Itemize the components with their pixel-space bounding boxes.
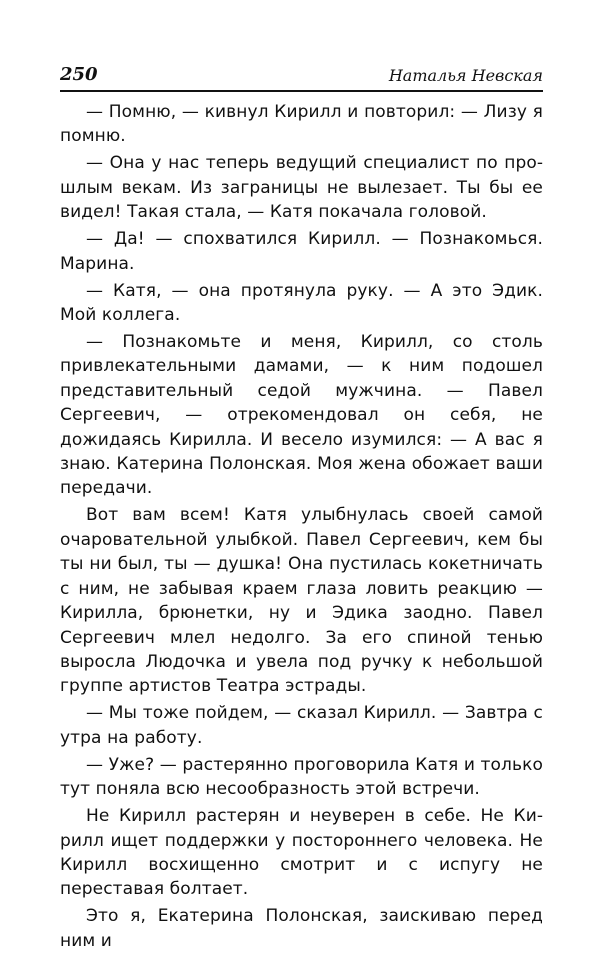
running-head-author: Наталья Невская — [388, 66, 543, 85]
page-number: 250 — [60, 64, 98, 85]
paragraph: Не Кирилл растерян и неуверен в себе. Не Кирилл ищет поддержки у постороннего человека. Не Кирилл восхищенно смотрит и с испугу не переставая болтает. — [60, 806, 543, 900]
paragraph: — Она у нас теперь ведущий специалист по прошлым векам. Из заграницы не вылезает. Ты бы ее видел! Такая стала, — Катя покачала головой. — [60, 153, 543, 223]
paragraph: Это я, Екатерина Полонская, заискиваю перед ним и — [60, 906, 543, 951]
paragraph: — Катя, — она протянула руку. — А это Эдик. Мой коллега. — [60, 280, 543, 326]
paragraph: — Помню, — кивнул Кирилл и повторил: — Лизу я помню. — [60, 102, 543, 147]
paragraph: — Уже? — растерянно проговорила Катя и только тут поняла всю несообразность этой встречи. — [60, 754, 543, 800]
body-text — [60, 100, 543, 953]
paragraph: — Познакомьте и меня, Кирилл, со столь привлекательными дамами, — к ним подошел представительный седой мужчина. — Павел Сергеевич, — отрекомендовал он себя, не дожидаясь Кирилла. И весело изумился: — А вас я знаю. Катерина Полонская. Моя жена обожает ваши передачи. — [60, 332, 543, 499]
paragraph: Вот вам всем! Катя улыбнулась своей самой очаровательной улыбкой. Павел Сергеевич, кем бы ты ни был, ты — душка! Она пустилась кокетничать с ним, не забывая краем глаза ловить реакцию — Кирилла, брюнетки, ну и Эдика заодно. Павел Сергеевич млел недолго. За его спиной тенью выросла Людочка и увела под ручку к небольшой группе артистов Театра эстрады. — [60, 505, 543, 697]
book-page — [60, 64, 543, 953]
paragraph: — Да! — спохватился Кирилл. — Познакомься. Марина. — [60, 229, 543, 274]
paragraph: — Мы тоже пойдем, — сказал Кирилл. — Завтра с утра на работу. — [60, 703, 543, 748]
page-header — [60, 64, 543, 92]
